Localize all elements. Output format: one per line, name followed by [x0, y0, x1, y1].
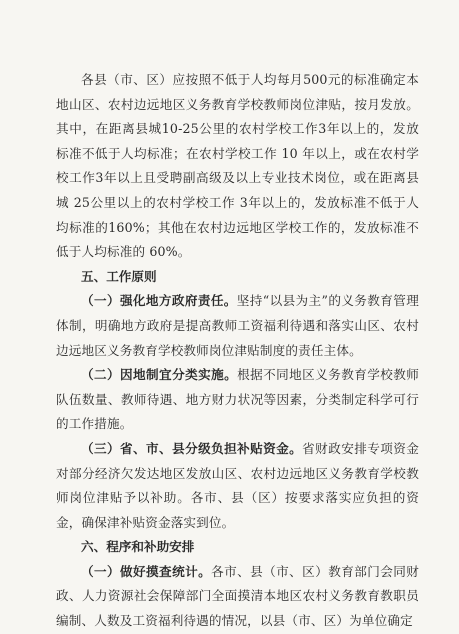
paragraph-principle-3 [56, 437, 419, 535]
principle-2-lead: （二）因地制宜分类实施。 [81, 367, 238, 383]
procedure-1-lead: （一）做好摸查统计。 [81, 563, 212, 579]
paragraph-procedure-1 [56, 560, 419, 634]
procedure-1-text: 各市、县（市、区）教育部门会同财政、人力资源社会保障部门全面摸清本地区农村义务教育教职员编制、人数及工资福利待遇的情况，以县（市、区）为单位确定 [56, 563, 420, 629]
heading-work-principles: 五、工作原则 [81, 268, 157, 284]
paragraph-principle-2 [56, 363, 419, 437]
heading-procedure: 六、程序和补助安排 [81, 539, 195, 555]
paragraph-principle-1 [56, 289, 419, 363]
principle-1-lead: （一）强化地方政府责任。 [81, 293, 237, 309]
principle-3-lead: （三）省、市、县分级负担补贴资金。 [81, 440, 303, 456]
paragraph-subsidy-standard: 各县（市、区）应按照不低于人均每月500元的标准确定本地山区、农村边远地区义务教育学校教师岗位津贴，按月发放。其中，在距离县城10-25公里的农村学校工作3年以上的，发放标准不低于人均标准；在农村学校工作 10 年以上，或在农村学校工作3年以上且受聘副高级及以上专业技术岗位，或在距离县城 25公里以上的农村学校工作 3年以上的，发放标准不低于人均标准的160%；其他在农村边远地区学校工作的，发放标准不低于人均标准的 60%。 [56, 72, 419, 260]
principle-2-text: 根据不同地区义务教育学校教师队伍数量、教师待遇、地方财力状况等因素，分类制定科学可行的工作措施。 [56, 367, 419, 432]
principle-3-text: 省财政安排专项资金对部分经济欠发达地区发放山区、农村边远地区义务教育学校教师岗位津贴予以补助。各市、县（区）按要求落实应负担的资金，确保津补贴资金落实到位。 [56, 440, 419, 530]
principle-1-text: 坚持“以县为主”的义务教育管理体制，明确地方政府是提高教师工资福利待遇和落实山区、农村边远地区义务教育学校教师岗位津贴制度的责任主体。 [56, 293, 419, 358]
